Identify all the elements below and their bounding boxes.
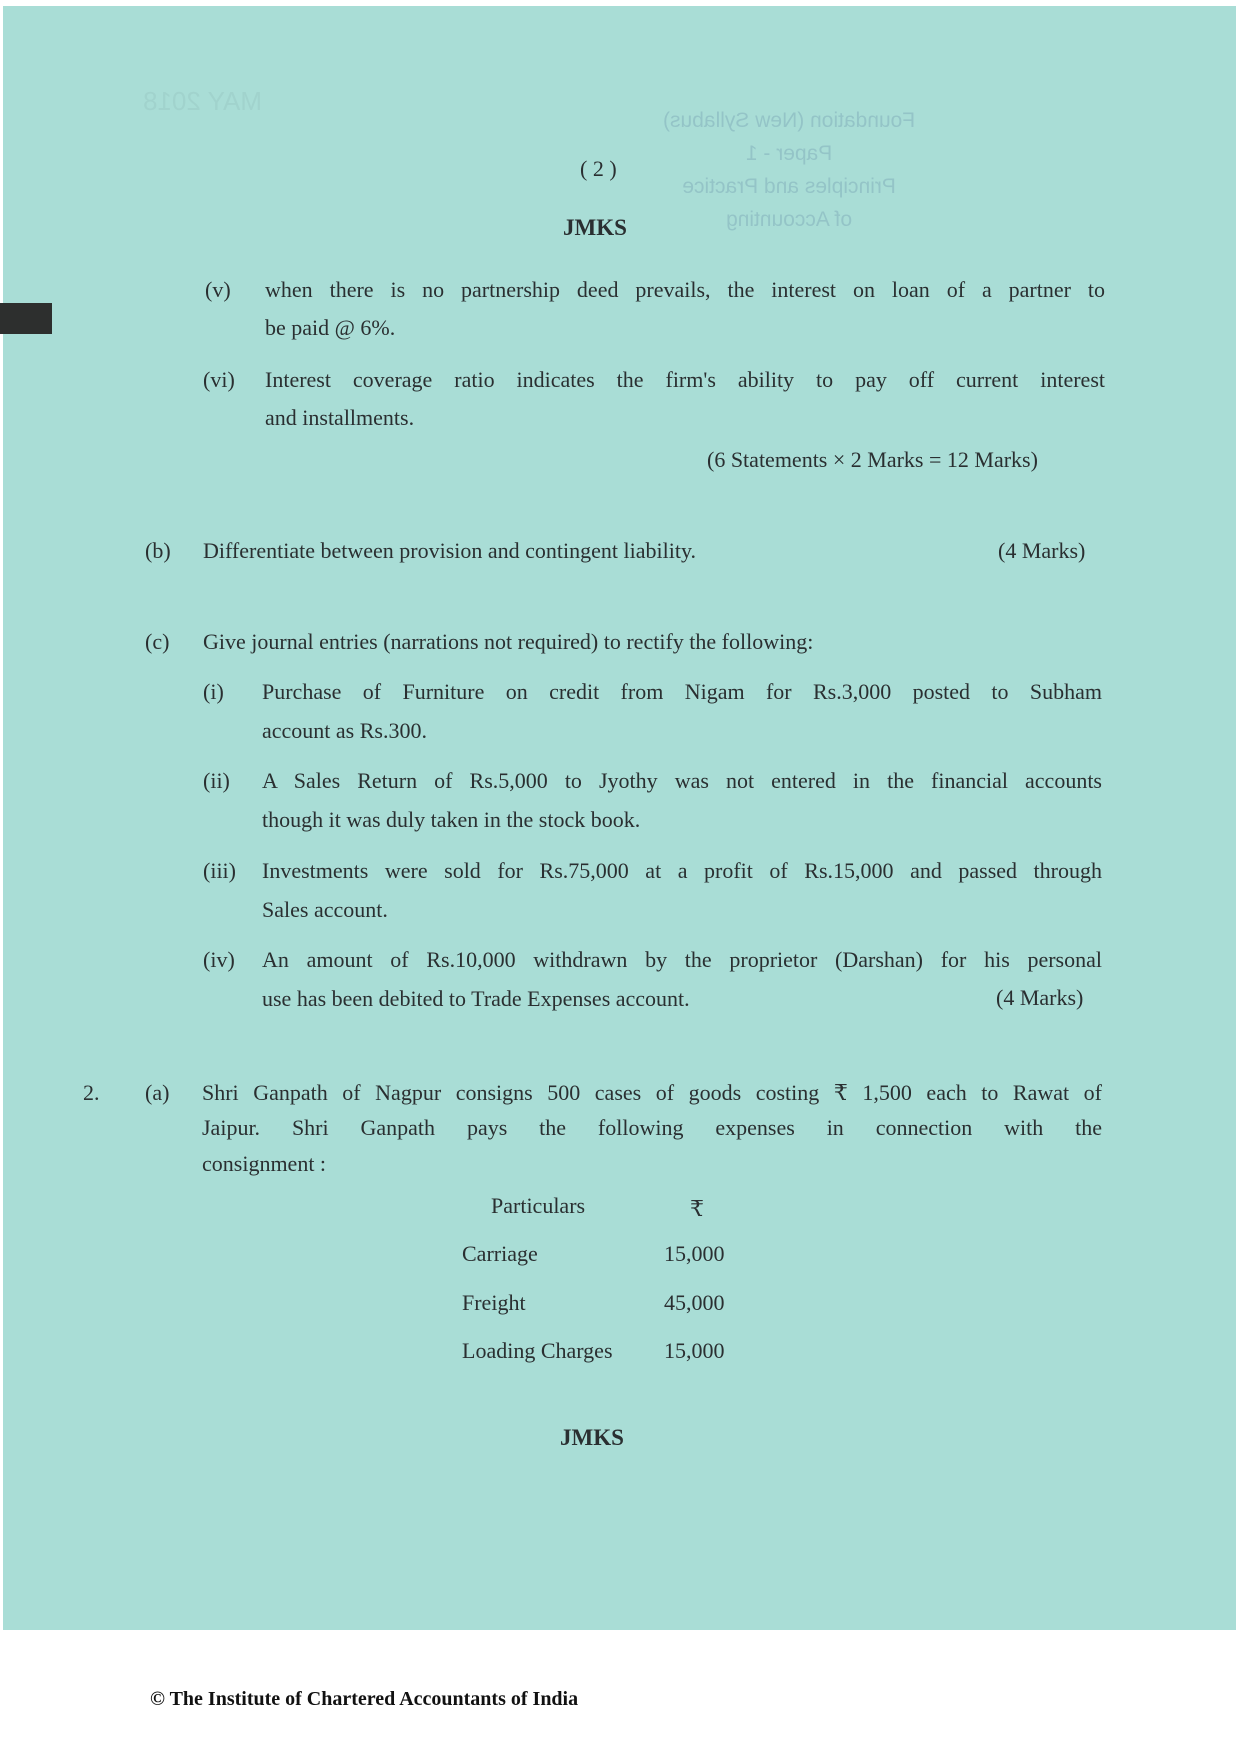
marks-a: (6 Statements × 2 Marks = 12 Marks) — [707, 447, 1038, 472]
item-text: Purchase of Furniture on credit from Nigam for Rs.3,000 posted to Subham — [262, 679, 1102, 704]
part-label: (a) — [145, 1080, 170, 1105]
stamp-line: of Accounting — [726, 208, 853, 231]
statement-text: Interest coverage ratio indicates the firm's ability to pay off current interest — [265, 367, 1105, 392]
table-cell-amount: 15,000 — [664, 1338, 725, 1363]
item-number: (ii) — [203, 768, 230, 793]
table-cell-amount: 45,000 — [664, 1290, 725, 1315]
statement-text: be paid @ 6%. — [265, 315, 396, 340]
statement-text: when there is no partnership deed prevails, the interest on loan of a partner to — [265, 277, 1105, 302]
marks-b: (4 Marks) — [998, 538, 1086, 563]
item-number: (iv) — [203, 947, 235, 972]
item-number: (iii) — [203, 858, 236, 883]
table-cell-particular: Freight — [462, 1290, 526, 1315]
table-header-particulars: Particulars — [491, 1193, 586, 1218]
copyright-notice: © The Institute of Chartered Accountants of India — [150, 1688, 579, 1710]
item-text: though it was duly taken in the stock book. — [262, 807, 641, 832]
stamp-line: Foundation (New Syllabus) — [663, 109, 916, 132]
statement-text: and installments. — [265, 405, 415, 430]
part-b-text: Differentiate between provision and contingent liability. — [203, 538, 697, 563]
part-label: (b) — [145, 538, 171, 563]
item-text: Sales account. — [262, 897, 388, 922]
binding-tab — [0, 303, 52, 334]
marks-c: (4 Marks) — [996, 985, 1084, 1010]
question-text: Jaipur. Shri Ganpath pays the following expenses in connection with the — [202, 1115, 1102, 1140]
question-number: 2. — [83, 1080, 100, 1105]
question-text: Shri Ganpath of Nagpur consigns 500 cases of goods costing ₹ 1,500 each to Rawat of — [202, 1080, 1102, 1105]
stamp-line: Paper - 1 — [745, 142, 833, 165]
part-label: (c) — [145, 629, 170, 654]
item-text: use has been debited to Trade Expenses account. — [262, 986, 690, 1011]
question-text: consignment : — [202, 1151, 327, 1176]
table-cell-particular: Loading Charges — [462, 1338, 613, 1363]
statement-number: (vi) — [203, 367, 235, 392]
table-cell-particular: Carriage — [462, 1241, 538, 1266]
item-text: An amount of Rs.10,000 withdrawn by the proprietor (Darshan) for his personal — [262, 947, 1102, 972]
stamp-date: MAY 2018 — [143, 86, 263, 116]
syllabus-stamp — [663, 104, 915, 236]
item-text: A Sales Return of Rs.5,000 to Jyothy was not entered in the financial accounts — [262, 768, 1102, 793]
footer-code: JMKS — [560, 1425, 624, 1450]
page-number: ( 2 ) — [580, 156, 617, 181]
table-cell-amount: 15,000 — [664, 1241, 725, 1266]
header-code: JMKS — [563, 215, 627, 240]
item-number: (i) — [203, 679, 224, 704]
statement-number: (v) — [205, 277, 231, 302]
stamp-line: Principles and Practice — [682, 175, 896, 198]
table-header-amount: ₹ — [690, 1196, 704, 1221]
item-text: Investments were sold for Rs.75,000 at a profit of Rs.15,000 and passed through — [262, 858, 1102, 883]
item-text: account as Rs.300. — [262, 718, 427, 743]
part-c-text: Give journal entries (narrations not required) to rectify the following: — [203, 629, 814, 654]
